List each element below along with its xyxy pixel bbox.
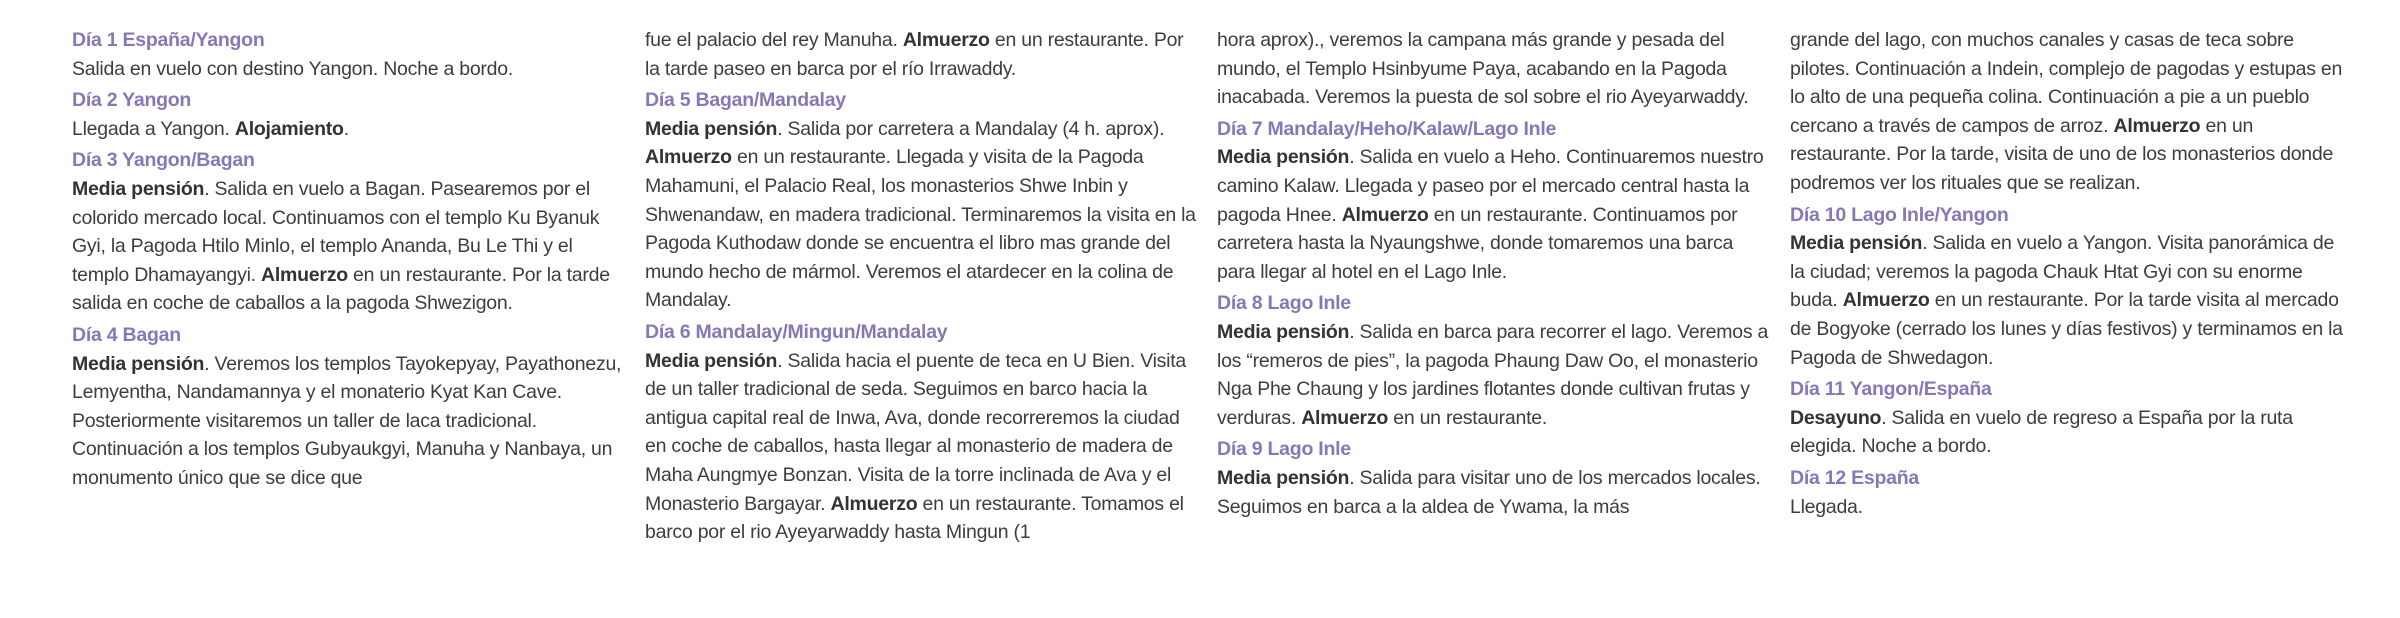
itinerary-column-2 (645, 26, 1200, 550)
day-description (1217, 318, 1772, 432)
bold-text: Media pensión (1217, 466, 1350, 489)
text-run: grande del lago, con muchos canales y casas de teca sobre pilotes. Continuación a Indein, complejo de pagodas y estupas en lo alto de una pequeña colina. Continuación a pie a un pueblo cercano a través de campos de arroz. (1790, 29, 2343, 137)
day-description (1217, 143, 1772, 286)
day-description (1790, 404, 2345, 461)
text-run: en un restaurante. Llegada y visita de la Pagoda Mahamuni, el Palacio Real, los monasterios Shwe Inbin y Shwenandaw, en madera tradicional. Terminaremos la visita en la Pagoda Kuthodaw donde se encuentra el libro mas grande del mundo hecho de mármol. Veremos el atardecer en la colina de Mandalay. (645, 146, 1196, 312)
day-block (72, 86, 627, 143)
day-title: Día 9 Lago Inle (1217, 438, 1351, 461)
day-description (1790, 493, 2345, 522)
text-run: Salida en vuelo con destino Yangon. Noche a bordo. (72, 57, 514, 80)
day-description (645, 347, 1200, 547)
text-run: . (343, 117, 349, 140)
text-run: . Salida por carretera a Mandalay (4 h. aprox). (777, 117, 1165, 140)
day-block (1217, 435, 1772, 521)
bold-text: Almuerzo (1301, 406, 1389, 429)
text-run: . Veremos los templos Tayokepyay, Payathonezu, Lemyentha, Nandamannya y el monaterio Kyat Kan Cave. Posteriormente visitaremos un taller de laca tradicional. Continuación a los templos Gubyaukgyi, Manuha y Nanbaya, un monumento único que se dice que (72, 352, 622, 489)
day-description (72, 115, 627, 144)
text-run: en un restaurante. Por la tarde paseo en barca por el río Irrawaddy. (645, 29, 1184, 80)
day-block (1790, 201, 2345, 373)
day-block (72, 146, 627, 318)
bold-text: Almuerzo (645, 146, 732, 169)
text-run: en un restaurante. Por la tarde, visita de uno de los monasterios donde podremos ver los rituales que se realizan. (1790, 114, 2334, 194)
text-run: en un restaurante. (1388, 406, 1548, 429)
text-run: . Salida para visitar uno de los mercados locales. Seguimos en barca a la aldea de Ywama, la más (1217, 466, 1761, 518)
bold-text: Media pensión (1217, 320, 1350, 343)
bold-text: Media pensión (645, 117, 778, 140)
bold-text: Desayuno (1790, 406, 1882, 429)
day-title: Día 10 Lago Inle/Yangon (1790, 203, 2009, 226)
text-run: en un restaurante. Continuamos por carretera hasta la Nyaungshwe, donde tomaremos una barca para llegar al hotel en el Lago Inle. (1217, 203, 1738, 283)
day-description (1790, 229, 2345, 372)
bold-text: Almuerzo (830, 492, 918, 515)
bold-text: Almuerzo (1842, 289, 1930, 312)
day-block (1217, 115, 1772, 287)
day-title: Día 12 España (1790, 466, 1919, 489)
day-block (645, 318, 1200, 547)
bold-text: Media pensión (1790, 232, 1923, 255)
text-run: en un restaurante. Por la tarde salida en coche de caballos a la pagoda Shwezigon. (72, 263, 610, 315)
day-block (1217, 26, 1772, 112)
bold-text: Alojamiento (234, 117, 344, 140)
day-block (72, 321, 627, 493)
text-run: . Salida en vuelo de regreso a España por la ruta elegida. Noche a bordo. (1790, 406, 2293, 458)
day-title: Día 11 Yangon/España (1790, 378, 1992, 401)
text-run: . Salida en vuelo a Heho. Continuaremos nuestro camino Kalaw. Llegada y paseo por el mercado central hasta la pagoda Hnee. (1217, 146, 1764, 226)
bold-text: Almuerzo (902, 29, 990, 51)
day-block (645, 86, 1200, 315)
text-run: . Salida en vuelo a Bagan. Pasearemos por el colorido mercado local. Continuamos con el templo Ku Byanuk Gyi, la Pagoda Htilo Minlo, el templo Ananda, Bu Le Thi y el templo Dhamayangyi. (72, 177, 600, 286)
day-title: Día 2 Yangon (72, 89, 192, 112)
bold-text: Media pensión (72, 352, 205, 375)
day-block (1790, 26, 2345, 198)
day-description (1217, 464, 1772, 521)
day-description (645, 26, 1200, 83)
text-run: . Salida en barca para recorrer el lago. Veremos a los “remeros de pies”, la pagoda Phaung Daw Oo, el monasterio Nga Phe Chaung y los jardines flotantes donde cultivan frutas y verduras. (1217, 320, 1769, 429)
day-description (72, 55, 627, 84)
text-run: fue el palacio del rey Manuha. (645, 29, 903, 51)
bold-text: Almuerzo (2113, 114, 2201, 137)
itinerary-column-4 (1790, 26, 2345, 524)
bold-text: Media pensión (72, 177, 205, 200)
bold-text: Almuerzo (1341, 203, 1429, 226)
day-block (645, 26, 1200, 83)
bold-text: Media pensión (1217, 146, 1350, 169)
day-description (72, 175, 627, 318)
text-run: Llegada a Yangon. (72, 117, 235, 140)
text-run: Llegada. (1790, 495, 1863, 518)
day-title: Día 8 Lago Inle (1217, 292, 1351, 315)
day-block (1790, 375, 2345, 461)
day-description (72, 350, 627, 493)
day-title: Día 1 España/Yangon (72, 29, 265, 51)
day-block (72, 26, 627, 83)
day-block (1217, 289, 1772, 432)
text-run: . Salida hacia el puente de teca en U Bien. Visita de un taller tradicional de seda. Seguimos en barco hacia la antigua capital real de Inwa, Ava, donde recorreremos la ciudad en coche de caballos, hasta llegar al monasterio de madera de Maha Aungmye Bonzan. Visita de la torre inclinada de Ava y el Monasterio Bargayar. (645, 349, 1187, 515)
bold-text: Almuerzo (261, 263, 348, 286)
text-run: hora aprox)., veremos la campana más grande y pesada del mundo, el Templo Hsinbyume Paya, acabando en la Pagoda inacabada. Veremos la puesta de sol sobre el rio Ayeyarwaddy. (1217, 29, 1749, 109)
day-title: Día 6 Mandalay/Mingun/Mandalay (645, 320, 948, 343)
day-description (1217, 26, 1772, 112)
day-title: Día 5 Bagan/Mandalay (645, 89, 846, 112)
text-run: en un restaurante. Por la tarde visita al mercado de Bogyoke (cerrado los lunes y días festivos) y terminamos en la Pagoda de Shwedagon. (1790, 289, 2343, 369)
itinerary-column-1 (72, 26, 627, 496)
itinerary-column-3 (1217, 26, 1772, 524)
text-run: . Salida en vuelo a Yangon. Visita panorámica de la ciudad; veremos la pagoda Chauk Htat Gyi con su enorme buda. (1790, 232, 2335, 312)
text-run: en un restaurante. Tomamos el barco por el rio Ayeyarwaddy hasta Mingun (1 (645, 492, 1184, 544)
bold-text: Media pensión (645, 349, 778, 372)
day-title: Día 7 Mandalay/Heho/Kalaw/Lago Inle (1217, 117, 1557, 140)
day-block (1790, 464, 2345, 521)
day-description (1790, 26, 2345, 198)
day-title: Día 3 Yangon/Bagan (72, 149, 255, 172)
day-description (645, 115, 1200, 315)
day-title: Día 4 Bagan (72, 323, 181, 346)
